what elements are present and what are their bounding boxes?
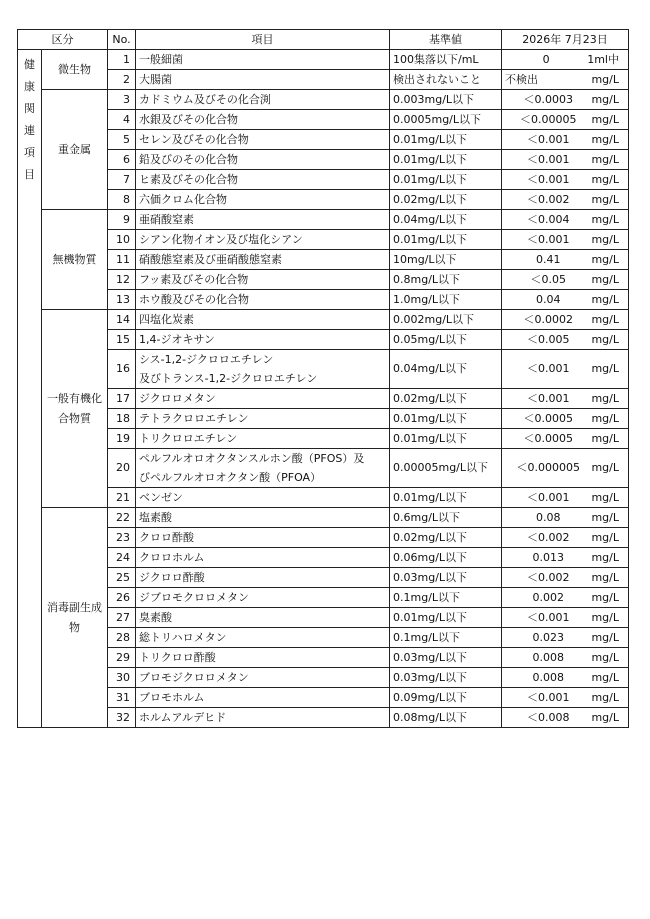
standard-value: 0.1mg/L以下 <box>390 628 502 648</box>
item-name: クロロホルム <box>136 548 390 568</box>
standard-value: 0.02mg/L以下 <box>390 190 502 210</box>
category-organic: 一般有機化合物質 <box>42 310 108 508</box>
table-row: 31 ブロモホルム 0.09mg/L以下 ＜0.001 mg/L <box>18 688 629 708</box>
item-name: トリクロロ酢酸 <box>136 648 390 668</box>
table-row: 4 水銀及びその化合物 0.0005mg/L以下 ＜0.00005 mg/L <box>18 110 629 130</box>
standard-value: 0.03mg/L以下 <box>390 648 502 668</box>
item-name: 一般細菌 <box>136 50 390 70</box>
item-name: ジクロロ酢酸 <box>136 568 390 588</box>
category-metal: 重金属 <box>42 90 108 210</box>
item-name: ベンゼン <box>136 488 390 508</box>
item-name: セレン及びその化合物 <box>136 130 390 150</box>
standard-value: 0.01mg/L以下 <box>390 608 502 628</box>
table-row: 重金属 3 カドミウム及びその化合渕 0.003mg/L以下 ＜0.0003 mg/L <box>18 90 629 110</box>
standard-value: 0.01mg/L以下 <box>390 170 502 190</box>
result-cell: 不検出 mg/L <box>502 70 629 90</box>
standard-value: 0.6mg/L以下 <box>390 508 502 528</box>
result-cell: ＜0.001 mg/L <box>502 488 629 508</box>
result-cell: ＜0.001 mg/L <box>502 230 629 250</box>
standard-value: 0.05mg/L以下 <box>390 330 502 350</box>
table-row: 5 セレン及びその化合物 0.01mg/L以下 ＜0.001 mg/L <box>18 130 629 150</box>
item-name: ブロモジクロロメタン <box>136 668 390 688</box>
item-name: 塩素酸 <box>136 508 390 528</box>
item-name: 鉛及びのその化合物 <box>136 150 390 170</box>
result-cell: ＜0.001 mg/L <box>502 170 629 190</box>
item-name: 六価クロム化合物 <box>136 190 390 210</box>
item-name: トリクロロエチレン <box>136 429 390 449</box>
item-name: ホウ酸及びその化合物 <box>136 290 390 310</box>
result-cell: ＜0.004 mg/L <box>502 210 629 230</box>
result-cell: ＜0.002 mg/L <box>502 190 629 210</box>
table-row: 12 フッ素及びその化合物 0.8mg/L以下 ＜0.05 mg/L <box>18 270 629 290</box>
table-row: 28 総トリハロメタン 0.1mg/L以下 0.023 mg/L <box>18 628 629 648</box>
standard-value: 100集落以下/mL <box>390 50 502 70</box>
standard-value: 0.0005mg/L以下 <box>390 110 502 130</box>
table-row: 15 1,4-ジオキサン 0.05mg/L以下 ＜0.005 mg/L <box>18 330 629 350</box>
item-name: ホルムアルデヒド <box>136 708 390 728</box>
item-name: 1,4-ジオキサン <box>136 330 390 350</box>
standard-value: 0.02mg/L以下 <box>390 389 502 409</box>
item-name: 硝酸態窒素及び亜硝酸態窒素 <box>136 250 390 270</box>
standard-value: 0.8mg/L以下 <box>390 270 502 290</box>
item-name: ペルフルオロオクタンスルホン酸（PFOS）及 びペルフルオロオクタン酸（PFOA） <box>136 449 390 488</box>
result-cell: ＜0.00005 mg/L <box>502 110 629 130</box>
result-cell: 0 1ml中 <box>502 50 629 70</box>
table-row: 32 ホルムアルデヒド 0.08mg/L以下 ＜0.008 mg/L <box>18 708 629 728</box>
result-cell: 0.002 mg/L <box>502 588 629 608</box>
water-quality-table <box>17 29 629 728</box>
table-row: 10 シアン化物イオン及び塩化シアン 0.01mg/L以下 ＜0.001 mg/L <box>18 230 629 250</box>
standard-value: 1.0mg/L以下 <box>390 290 502 310</box>
result-cell: 0.04 mg/L <box>502 290 629 310</box>
item-name: ブロモホルム <box>136 688 390 708</box>
item-name: 水銀及びその化合物 <box>136 110 390 130</box>
table-row: 2 大腸菌 検出されないこと 不検出 mg/L <box>18 70 629 90</box>
table-row: 19 トリクロロエチレン 0.01mg/L以下 ＜0.0005 mg/L <box>18 429 629 449</box>
result-cell: ＜0.001 mg/L <box>502 608 629 628</box>
table-row: 29 トリクロロ酢酸 0.03mg/L以下 0.008 mg/L <box>18 648 629 668</box>
table-row: 18 テトラクロロエチレン 0.01mg/L以下 ＜0.0005 mg/L <box>18 409 629 429</box>
item-name: 亜硝酸窒素 <box>136 210 390 230</box>
table-row: 一般有機化合物質 14 四塩化炭素 0.002mg/L以下 ＜0.0002 mg/L <box>18 310 629 330</box>
category-dbp: 消毒副生成物 <box>42 508 108 728</box>
item-name: ジブロモクロロメタン <box>136 588 390 608</box>
standard-value: 0.03mg/L以下 <box>390 568 502 588</box>
standard-value: 0.002mg/L以下 <box>390 310 502 330</box>
item-name: ヒ素及びその化合物 <box>136 170 390 190</box>
standard-value: 0.04mg/L以下 <box>390 350 502 389</box>
table-row: 24 クロロホルム 0.06mg/L以下 0.013 mg/L <box>18 548 629 568</box>
result-cell: 0.013 mg/L <box>502 548 629 568</box>
result-cell: ＜0.001 mg/L <box>502 130 629 150</box>
item-name: シス-1,2-ジクロロエチレン 及びトランス-1,2-ジクロロエチレン <box>136 350 390 389</box>
result-cell: ＜0.001 mg/L <box>502 150 629 170</box>
result-cell: 0.41 mg/L <box>502 250 629 270</box>
standard-value: 0.04mg/L以下 <box>390 210 502 230</box>
result-cell: ＜0.001 mg/L <box>502 389 629 409</box>
table-row: 7 ヒ素及びその化合物 0.01mg/L以下 ＜0.001 mg/L <box>18 170 629 190</box>
category-micro: 微生物 <box>42 50 108 90</box>
standard-value: 0.09mg/L以下 <box>390 688 502 708</box>
result-cell: ＜0.05 mg/L <box>502 270 629 290</box>
table-row: 20 ペルフルオロオクタンスルホン酸（PFOS）及 びペルフルオロオクタン酸（PFOA） 0.00005mg/L以下 ＜0.000005 mg/L <box>18 449 629 488</box>
standard-value: 0.00005mg/L以下 <box>390 449 502 488</box>
item-name: フッ素及びその化合物 <box>136 270 390 290</box>
result-cell: ＜0.0002 mg/L <box>502 310 629 330</box>
table-row: 27 臭素酸 0.01mg/L以下 ＜0.001 mg/L <box>18 608 629 628</box>
table-row: 21 ベンゼン 0.01mg/L以下 ＜0.001 mg/L <box>18 488 629 508</box>
table-row: 16 シス-1,2-ジクロロエチレン 及びトランス-1,2-ジクロロエチレン 0.04mg/L以下 ＜0.001 mg/L <box>18 350 629 389</box>
item-name: カドミウム及びその化合渕 <box>136 90 390 110</box>
header-category: 区分 <box>18 30 108 50</box>
group-label: 健 康 関 連 項 目 <box>18 50 42 728</box>
table-row: 8 六価クロム化合物 0.02mg/L以下 ＜0.002 mg/L <box>18 190 629 210</box>
standard-value: 0.1mg/L以下 <box>390 588 502 608</box>
result-cell: ＜0.005 mg/L <box>502 330 629 350</box>
item-name: テトラクロロエチレン <box>136 409 390 429</box>
result-cell: 0.008 mg/L <box>502 668 629 688</box>
header-date: 2026年 7月23日 <box>502 30 629 50</box>
header-row <box>18 30 629 50</box>
standard-value: 0.03mg/L以下 <box>390 668 502 688</box>
result-cell: ＜0.0005 mg/L <box>502 429 629 449</box>
item-name: 臭素酸 <box>136 608 390 628</box>
result-cell: ＜0.001 mg/L <box>502 350 629 389</box>
standard-value: 0.01mg/L以下 <box>390 130 502 150</box>
standard-value: 0.06mg/L以下 <box>390 548 502 568</box>
result-cell: 0.08 mg/L <box>502 508 629 528</box>
table-row: 25 ジクロロ酢酸 0.03mg/L以下 ＜0.002 mg/L <box>18 568 629 588</box>
table-row: 11 硝酸態窒素及び亜硝酸態窒素 10mg/L以下 0.41 mg/L <box>18 250 629 270</box>
header-standard: 基準値 <box>390 30 502 50</box>
table-row: 健 康 関 連 項 目 微生物 1 一般細菌 100集落以下/mL 0 1ml中 <box>18 50 629 70</box>
standard-value: 0.003mg/L以下 <box>390 90 502 110</box>
result-cell: ＜0.000005 mg/L <box>502 449 629 488</box>
result-cell: 0.023 mg/L <box>502 628 629 648</box>
result-cell: 0.008 mg/L <box>502 648 629 668</box>
table-row: 30 ブロモジクロロメタン 0.03mg/L以下 0.008 mg/L <box>18 668 629 688</box>
item-name: ジクロロメタン <box>136 389 390 409</box>
result-cell: ＜0.001 mg/L <box>502 688 629 708</box>
table-row: 6 鉛及びのその化合物 0.01mg/L以下 ＜0.001 mg/L <box>18 150 629 170</box>
header-no: No. <box>108 30 136 50</box>
item-name: 四塩化炭素 <box>136 310 390 330</box>
standard-value: 検出されないこと <box>390 70 502 90</box>
standard-value: 0.08mg/L以下 <box>390 708 502 728</box>
result-cell: ＜0.002 mg/L <box>502 568 629 588</box>
standard-value: 0.01mg/L以下 <box>390 150 502 170</box>
result-cell: ＜0.002 mg/L <box>502 528 629 548</box>
standard-value: 0.02mg/L以下 <box>390 528 502 548</box>
table-body <box>18 50 629 728</box>
result-cell: ＜0.0005 mg/L <box>502 409 629 429</box>
header-item: 項目 <box>136 30 390 50</box>
table-row: 17 ジクロロメタン 0.02mg/L以下 ＜0.001 mg/L <box>18 389 629 409</box>
item-name: シアン化物イオン及び塩化シアン <box>136 230 390 250</box>
table-row: 消毒副生成物 22 塩素酸 0.6mg/L以下 0.08 mg/L <box>18 508 629 528</box>
item-name: クロロ酢酸 <box>136 528 390 548</box>
category-inorganic: 無機物質 <box>42 210 108 310</box>
result-cell: ＜0.008 mg/L <box>502 708 629 728</box>
standard-value: 0.01mg/L以下 <box>390 409 502 429</box>
table-row: 13 ホウ酸及びその化合物 1.0mg/L以下 0.04 mg/L <box>18 290 629 310</box>
standard-value: 0.01mg/L以下 <box>390 488 502 508</box>
table-row: 無機物質 9 亜硝酸窒素 0.04mg/L以下 ＜0.004 mg/L <box>18 210 629 230</box>
standard-value: 0.01mg/L以下 <box>390 230 502 250</box>
item-name: 大腸菌 <box>136 70 390 90</box>
item-name: 総トリハロメタン <box>136 628 390 648</box>
table-row: 26 ジブロモクロロメタン 0.1mg/L以下 0.002 mg/L <box>18 588 629 608</box>
standard-value: 0.01mg/L以下 <box>390 429 502 449</box>
table-row: 23 クロロ酢酸 0.02mg/L以下 ＜0.002 mg/L <box>18 528 629 548</box>
standard-value: 10mg/L以下 <box>390 250 502 270</box>
result-cell: ＜0.0003 mg/L <box>502 90 629 110</box>
